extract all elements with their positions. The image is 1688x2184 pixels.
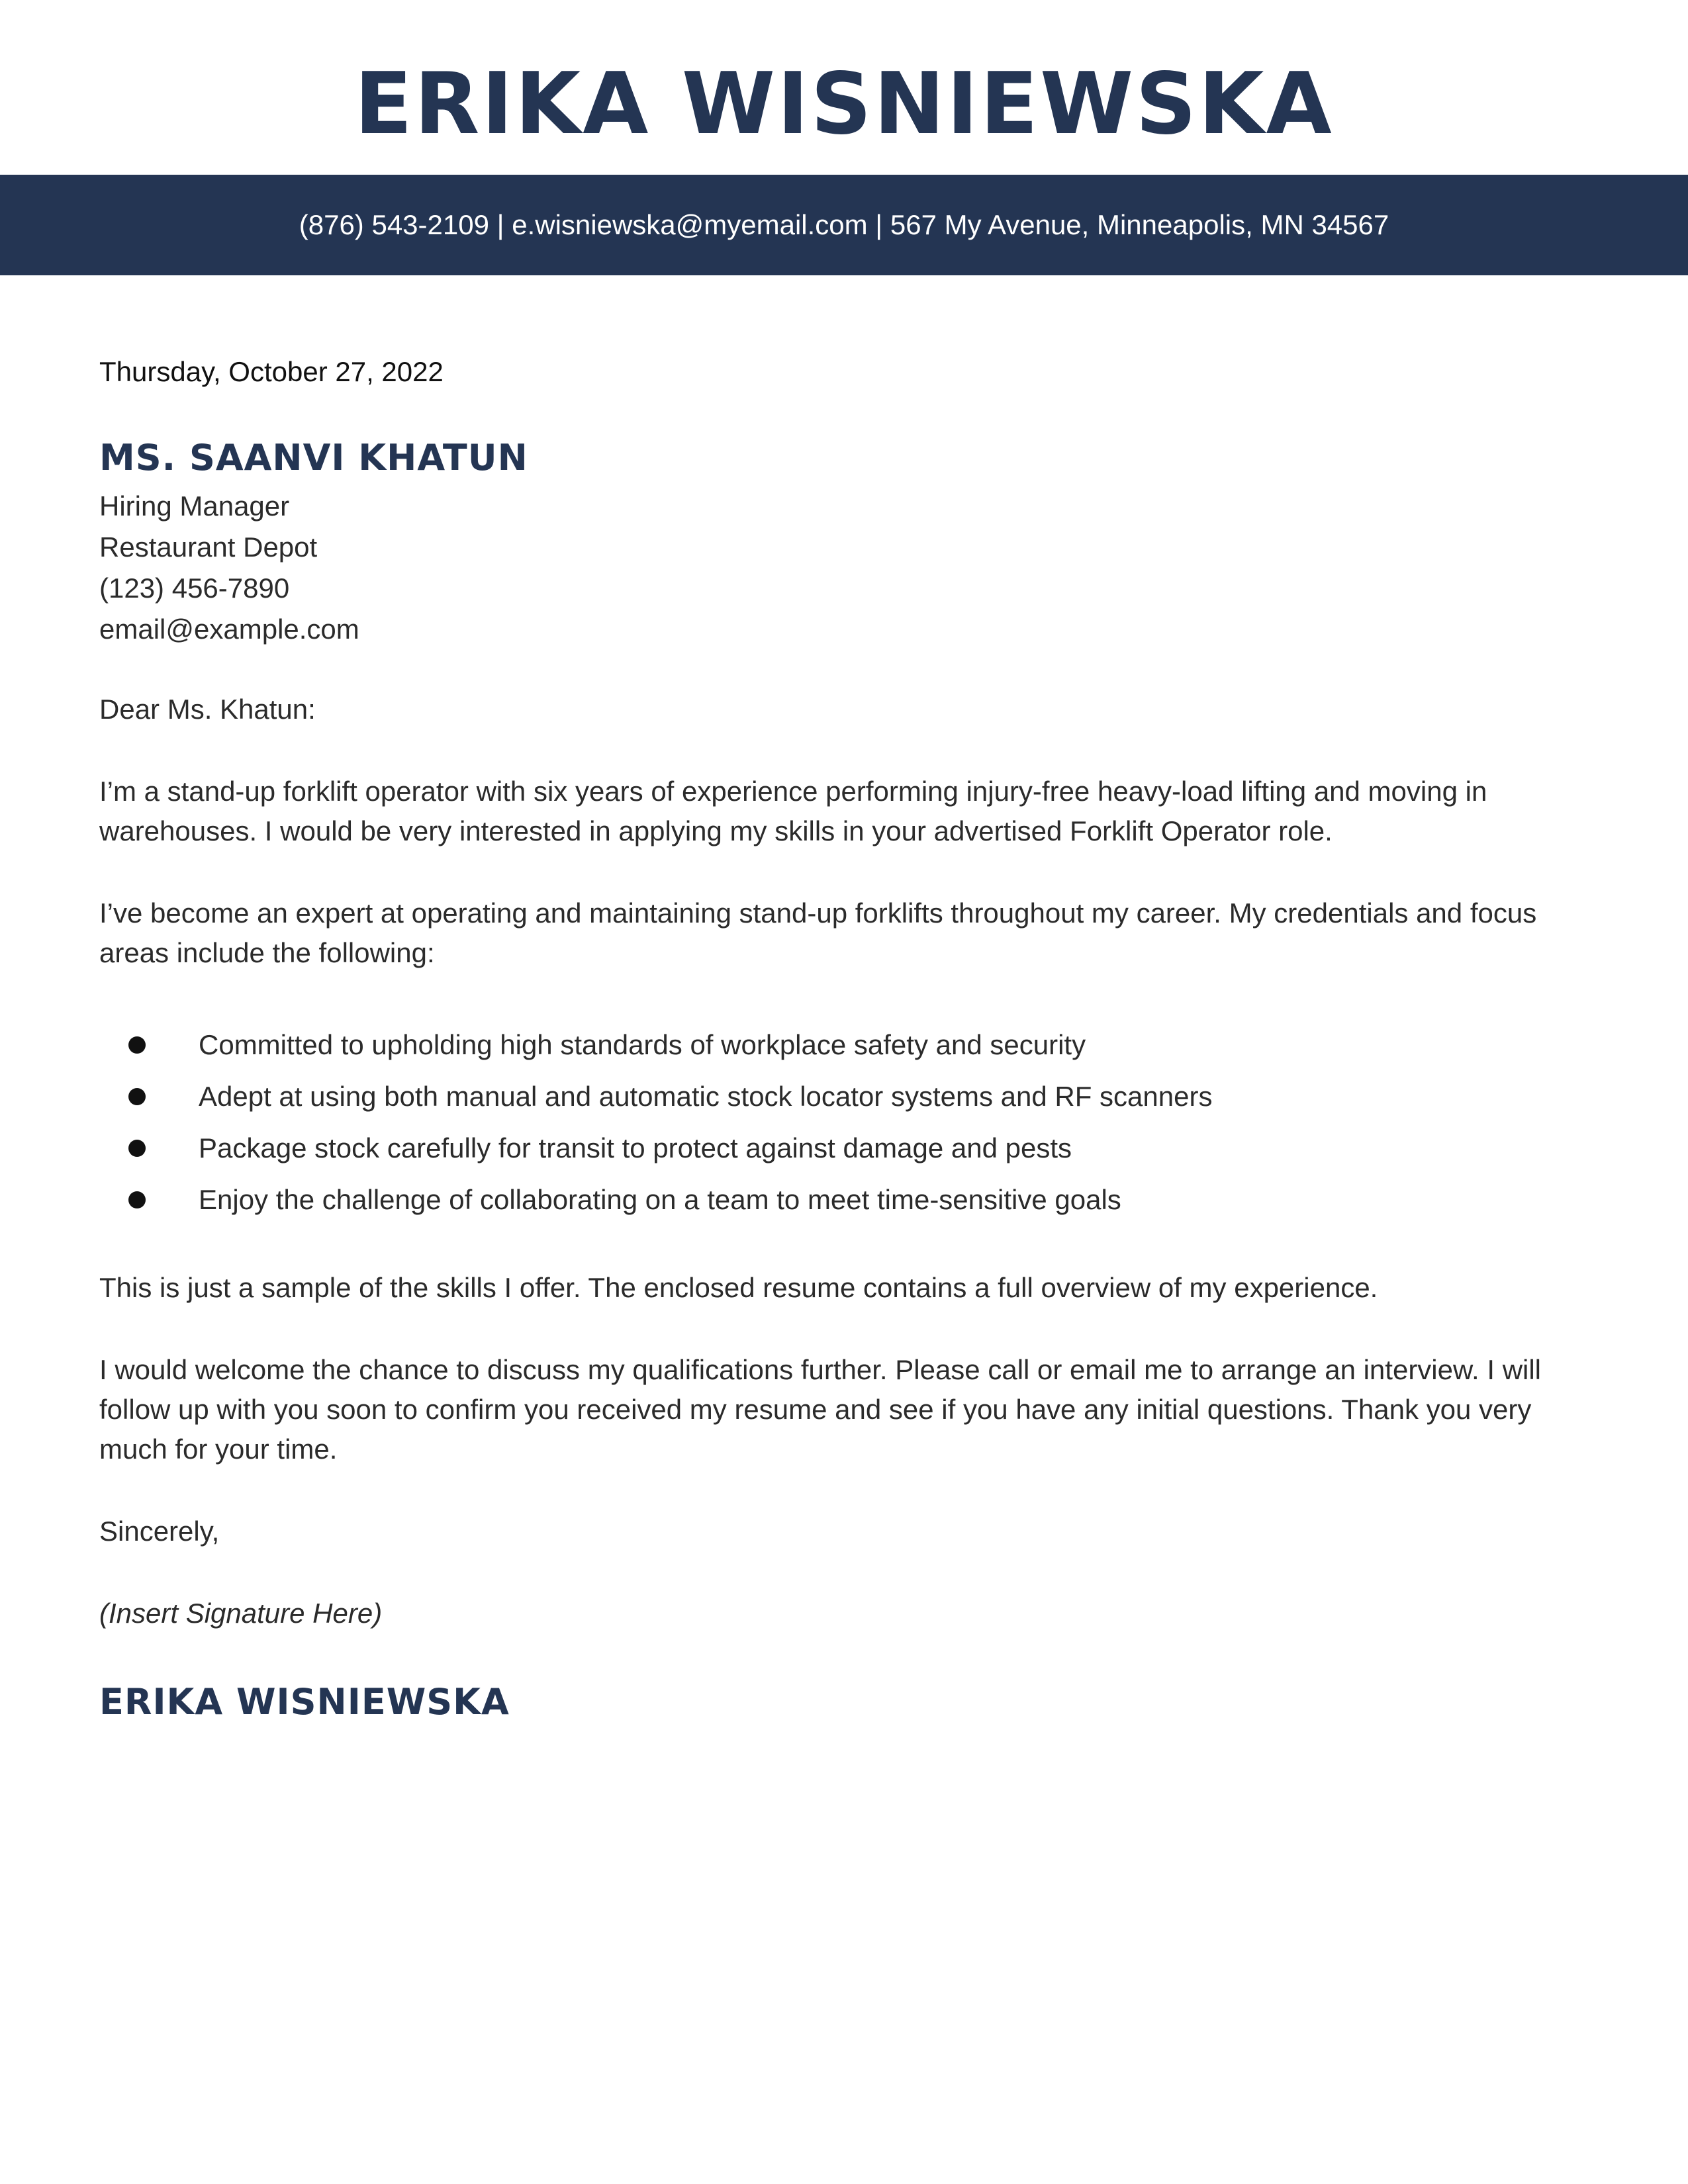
- recipient-company: Restaurant Depot: [99, 531, 318, 563]
- bullet-icon: [128, 1140, 146, 1157]
- letter-body: [99, 344, 1589, 1730]
- list-item: [99, 1122, 1589, 1174]
- header-name: ERIKA WISNIEWSKA: [354, 55, 1334, 154]
- list-item-text: Adept at using both manual and automatic stock locator systems and RF scanners: [199, 1081, 1213, 1112]
- bullet-icon: [128, 1036, 146, 1054]
- paragraph-credentials: I’ve become an expert at operating and maintaining stand-up forklifts throughout my career. My credentials and focus areas include the following:: [99, 897, 1537, 968]
- salutation: Dear Ms. Khatun:: [99, 694, 316, 725]
- paragraph-closing: I would welcome the chance to discuss my qualifications further. Please call or email me to arrange an interview. I will follow up with you soon to confirm you received my resume and see if you have any initial questions. Thank you very much for your time.: [99, 1354, 1542, 1465]
- letter-date: Thursday, October 27, 2022: [99, 356, 444, 387]
- contact-band: [0, 175, 1688, 275]
- list-item-text: Committed to upholding high standards of workplace safety and security: [199, 1029, 1086, 1060]
- closing: Sincerely,: [99, 1516, 220, 1547]
- credentials-list: [99, 1019, 1589, 1226]
- list-item: [99, 1019, 1589, 1071]
- recipient-phone: (123) 456-7890: [99, 572, 290, 604]
- recipient-email: email@example.com: [99, 614, 359, 645]
- paragraph-sample: This is just a sample of the skills I offer. The enclosed resume contains a full overview of my experience.: [99, 1272, 1378, 1303]
- contact-info: (876) 543-2109 | e.wisniewska@myemail.com | 567 My Avenue, Minneapolis, MN 34567: [299, 209, 1389, 240]
- signer-name: ERIKA WISNIEWSKA: [99, 1681, 510, 1723]
- paragraph-intro: I’m a stand-up forklift operator with six years of experience performing injury-free heavy-load lifting and moving in warehouses. I would be very interested in applying my skills in your advertised Forklift Operator role.: [99, 776, 1487, 846]
- list-item: [99, 1071, 1589, 1122]
- list-item: [99, 1174, 1589, 1226]
- recipient-name: MS. SAANVI KHATUN: [99, 437, 528, 478]
- bullet-icon: [128, 1088, 146, 1105]
- list-item-text: Enjoy the challenge of collaborating on a team to meet time-sensitive goals: [199, 1184, 1121, 1215]
- signature-placeholder: (Insert Signature Here): [99, 1598, 383, 1629]
- recipient-title: Hiring Manager: [99, 490, 290, 522]
- list-item-text: Package stock carefully for transit to protect against damage and pests: [199, 1132, 1072, 1163]
- bullet-icon: [128, 1191, 146, 1208]
